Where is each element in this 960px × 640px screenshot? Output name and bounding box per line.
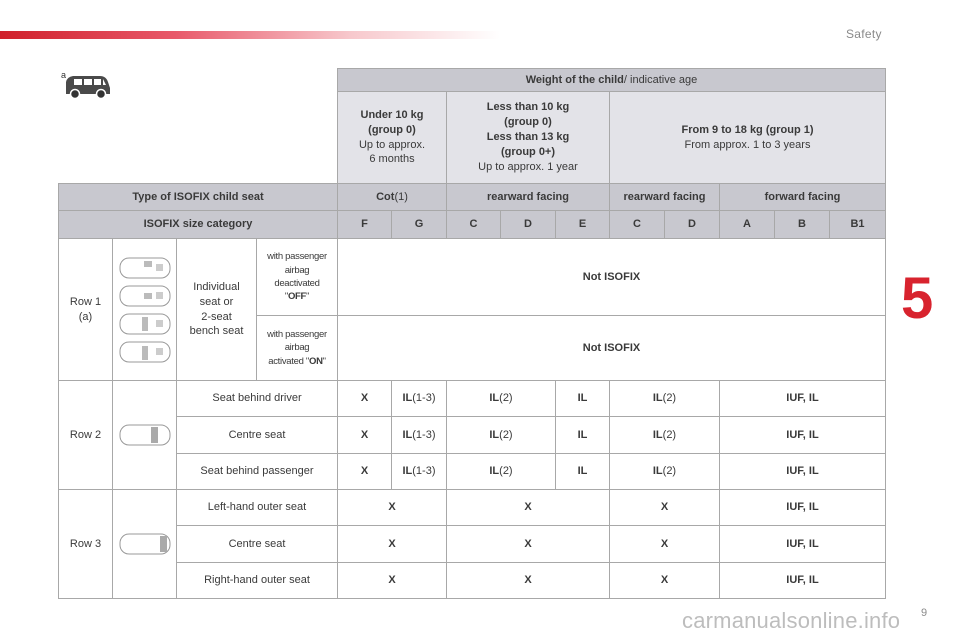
weight-group-0plus: Less than 10 kg (group 0) Less than 13 kg (group 0+) Up to approx. 1 year: [447, 92, 610, 184]
size-cat-G: G: [392, 211, 447, 239]
row1-airbag-on: with passenger airbag activated "ON": [257, 316, 338, 381]
row2-centre-seat: Centre seat: [177, 417, 338, 454]
row3-r3-c1: X: [338, 563, 447, 599]
size-cat-B1: B1: [830, 211, 886, 239]
type-label: Type of ISOFIX child seat: [59, 184, 338, 211]
row1-label: Row 1 (a): [59, 239, 113, 381]
row2-r1-c4: IL: [556, 381, 610, 417]
row1-off-not-isofix: Not ISOFIX: [338, 239, 886, 316]
row2-r2-c2: IL (1-3): [392, 417, 447, 454]
row3-r2-c2: X: [447, 526, 610, 563]
weight-header: Weight of the child / indicative age: [338, 69, 886, 92]
weight-group-1: From 9 to 18 kg (group 1) From approx. 1 to 3 years: [610, 92, 886, 184]
row2-r2-c3: IL (2): [447, 417, 556, 454]
row3-seat-diagram: [113, 490, 177, 599]
row1-on-not-isofix: Not ISOFIX: [338, 316, 886, 381]
type-rearward-1: rearward facing: [447, 184, 610, 211]
row1-seat-type: Individual seat or 2-seat bench seat: [177, 239, 257, 381]
row2-r1-c6: IUF, IL: [720, 381, 886, 417]
row3-r2-c4: IUF, IL: [720, 526, 886, 563]
vehicle-van-icon: [60, 70, 112, 100]
row3-r1-c4: IUF, IL: [720, 490, 886, 526]
row3-right-outer-seat: Right-hand outer seat: [177, 563, 338, 599]
seat-diagram-icon: [118, 284, 172, 308]
seat-diagram-icon: [118, 312, 172, 336]
size-cat-B: B: [775, 211, 830, 239]
seat-diagram-icon: [118, 256, 172, 280]
watermark: carmanualsonline.info: [682, 608, 901, 633]
weight-group-0: Under 10 kg (group 0) Up to approx. 6 months: [338, 92, 447, 184]
row2-seat-behind-driver: Seat behind driver: [177, 381, 338, 417]
row2-r3-c3: IL (2): [447, 454, 556, 490]
section-title: Safety: [846, 27, 882, 41]
page-number: 9: [921, 607, 928, 619]
type-cot: Cot (1): [338, 184, 447, 211]
row3-r1-c2: X: [447, 490, 610, 526]
row3-r3-c2: X: [447, 563, 610, 599]
row2-r1-c5: IL (2): [610, 381, 720, 417]
row3-r3-c4: IUF, IL: [720, 563, 886, 599]
size-cat-C2: C: [610, 211, 665, 239]
row2-r2-c1: X: [338, 417, 392, 454]
row3-r2-c3: X: [610, 526, 720, 563]
size-cat-C: C: [447, 211, 501, 239]
row3-r1-c1: X: [338, 490, 447, 526]
row1-airbag-off: with passenger airbag deactivated "OFF": [257, 239, 338, 316]
row3-label: Row 3: [59, 490, 113, 599]
size-cat-E: E: [556, 211, 610, 239]
row2-r3-c2: IL (1-3): [392, 454, 447, 490]
row2-r3-c1: X: [338, 454, 392, 490]
size-cat-D: D: [501, 211, 556, 239]
row2-seat-behind-passenger: Seat behind passenger: [177, 454, 338, 490]
size-cat-A: A: [720, 211, 775, 239]
row2-r1-c1: X: [338, 381, 392, 417]
row3-r3-c3: X: [610, 563, 720, 599]
seat-diagram-icon: [118, 340, 172, 364]
row2-r3-c6: IUF, IL: [720, 454, 886, 490]
seat-diagram-icon: [118, 532, 172, 556]
chapter-number: 5: [901, 266, 934, 331]
row3-left-outer-seat: Left-hand outer seat: [177, 490, 338, 526]
size-cat-D2: D: [665, 211, 720, 239]
row3-r2-c1: X: [338, 526, 447, 563]
row3-centre-seat: Centre seat: [177, 526, 338, 563]
icon-letter: a: [61, 70, 67, 80]
type-forward: forward facing: [720, 184, 886, 211]
row2-r2-c4: IL: [556, 417, 610, 454]
row2-r2-c6: IUF, IL: [720, 417, 886, 454]
row2-r1-c3: IL (2): [447, 381, 556, 417]
row2-r2-c5: IL (2): [610, 417, 720, 454]
row2-r3-c5: IL (2): [610, 454, 720, 490]
row1-seat-diagrams: [113, 239, 177, 381]
row2-seat-diagram: [113, 381, 177, 490]
row2-r1-c2: IL (1-3): [392, 381, 447, 417]
row2-label: Row 2: [59, 381, 113, 490]
size-label: ISOFIX size category: [59, 211, 338, 239]
row3-r1-c3: X: [610, 490, 720, 526]
seat-diagram-icon: [118, 423, 172, 447]
header-accent-bar: [0, 31, 500, 39]
size-cat-F: F: [338, 211, 392, 239]
type-rearward-2: rearward facing: [610, 184, 720, 211]
row2-r3-c4: IL: [556, 454, 610, 490]
